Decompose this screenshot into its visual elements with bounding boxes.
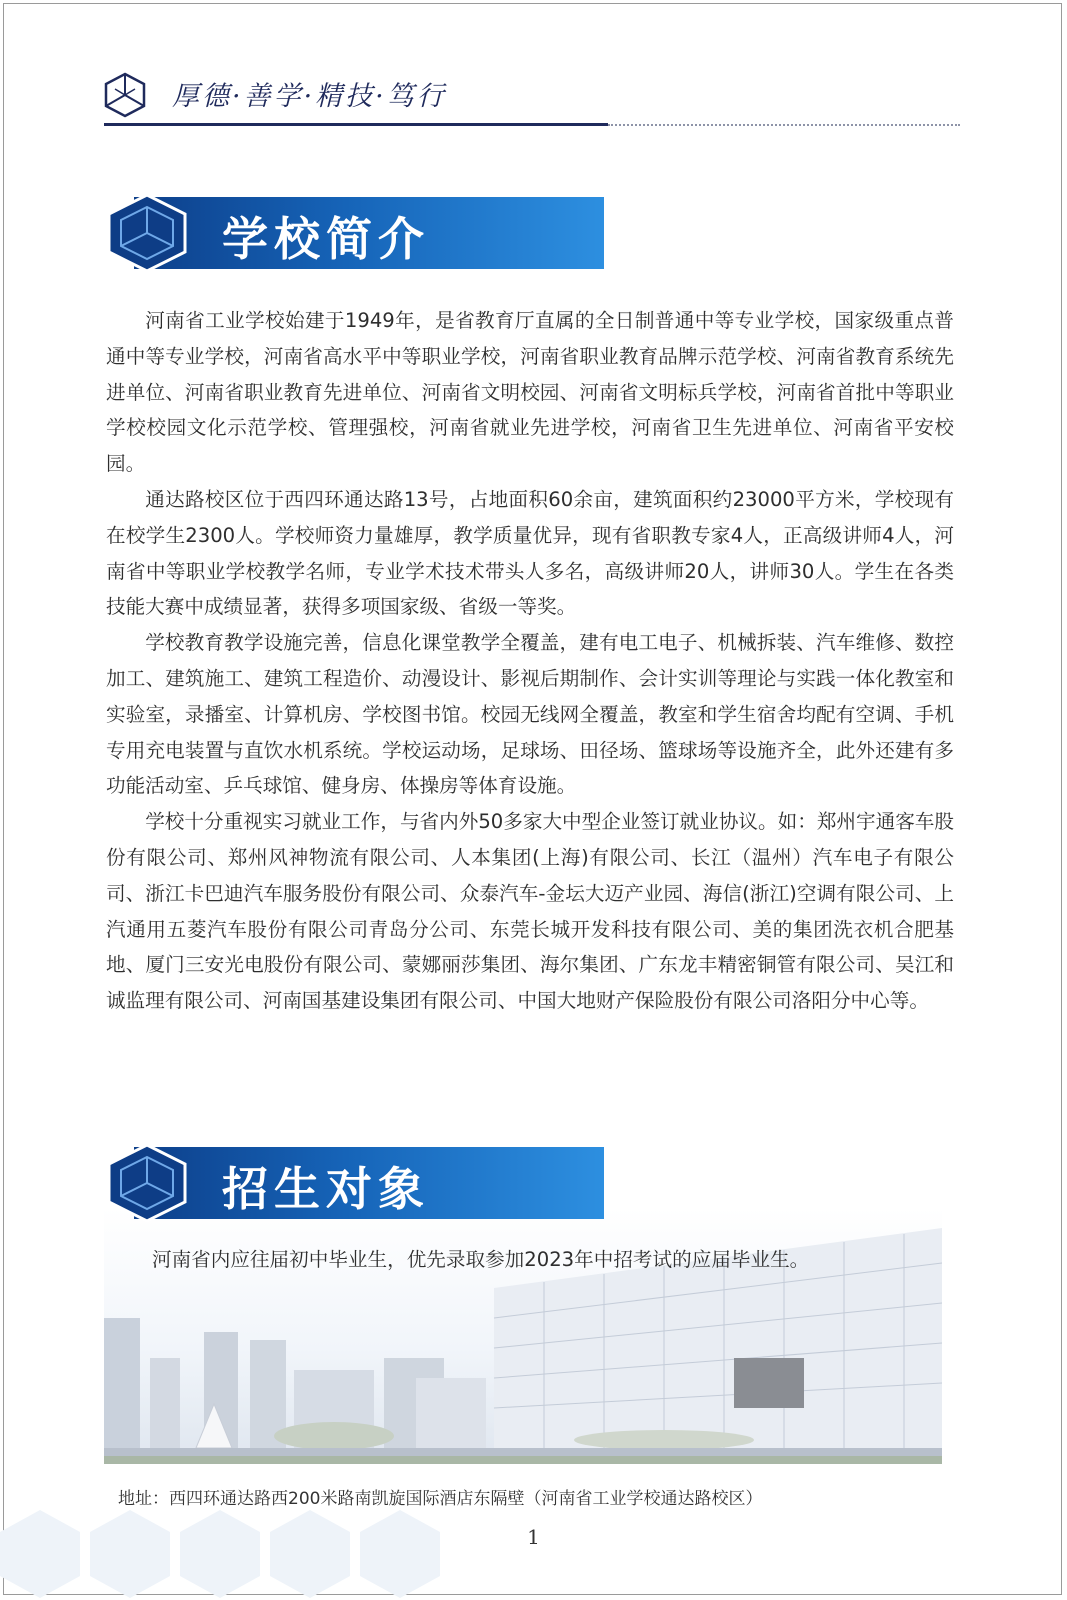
hexagon-logo-icon bbox=[104, 72, 146, 118]
hexagon-heading-icon bbox=[106, 1143, 188, 1223]
section-heading-recruit bbox=[106, 1147, 604, 1219]
recruit-text: 河南省内应往届初中毕业生，优先录取参加2023年中招考试的应届毕业生。 bbox=[152, 1248, 810, 1271]
section-heading-intro bbox=[106, 197, 604, 269]
header-rule bbox=[104, 123, 608, 126]
address: 地址：西四环通达路西200米路南凯旋国际酒店东隔壁（河南省工业学校通达路校区） bbox=[118, 1489, 763, 1509]
section-title: 招生对象 bbox=[222, 1162, 430, 1216]
page-header bbox=[104, 68, 960, 128]
page-number: 1 bbox=[527, 1525, 540, 1549]
motto: 厚德·善学·精技·笃行 bbox=[172, 81, 447, 112]
intro-paragraph: 河南省工业学校始建于1949年，是省教育厅直属的全日制普通中等专业学校，国家级重点普通中等专业学校，河南省高水平中等职业学校，河南省职业教育品牌示范学校、河南省教育系统先进单位、河南省职业教育先进单位、河南省文明校园、河南省文明标兵学校，河南省首批中等职业学校校园文化示范学校、管理强校，河南省就业先进学校，河南省卫生先进单位、河南省平安校园。 bbox=[106, 309, 954, 476]
intro-body bbox=[106, 303, 954, 1019]
intro-paragraph: 学校十分重视实习就业工作，与省内外50多家大中型企业签订就业协议。如：郑州宇通客车股份有限公司、郑州风神物流有限公司、人本集团(上海)有限公司、长江（温州）汽车电子有限公司、浙江卡巴迪汽车服务股份有限公司、众泰汽车-金坛大迈产业园、海信(浙江)空调有限公司、上汽通用五菱汽车股份有限公司青岛分公司、东莞长城开发科技有限公司、美的集团洗衣机合肥基地、厦门三安光电股份有限公司、蒙娜丽莎集团、海尔集团、广东龙丰精密铜管有限公司、吴江和诚监理有限公司、河南国基建设集团有限公司、中国大地财产保险股份有限公司洛阳分中心等。 bbox=[106, 810, 954, 1013]
hexagon-pattern-icon bbox=[0, 1440, 560, 1600]
intro-paragraph: 通达路校区位于西四环通达路13号，占地面积60余亩，建筑面积约23000平方米，学校现有在校学生2300人。学校师资力量雄厚，教学质量优异，现有省职教专家4人，正高级讲师4人，河南省中等职业学校教学名师，专业学术技术带头人多名，高级讲师20人，讲师30人。学生在各类技能大赛中成绩显著，获得多项国家级、省级一等奖。 bbox=[106, 487, 954, 619]
intro-paragraph: 学校教育教学设施完善，信息化课堂教学全覆盖，建有电工电子、机械拆装、汽车维修、数控加工、建筑施工、建筑工程造价、动漫设计、影视后期制作、会计实训等理论与实践一体化教室和实验室，录播室、计算机房、学校图书馆。校园无线网全覆盖，教室和学生宿舍均配有空调、手机专用充电装置与直饮水机系统。学校运动场，足球场、田径场、篮球场等设施齐全，此外还建有多功能活动室、乒乓球馆、健身房、体操房等体育设施。 bbox=[106, 631, 954, 798]
header-rule-dotted bbox=[608, 124, 960, 126]
hexagon-heading-icon bbox=[106, 193, 188, 273]
section-title: 学校简介 bbox=[222, 212, 430, 266]
